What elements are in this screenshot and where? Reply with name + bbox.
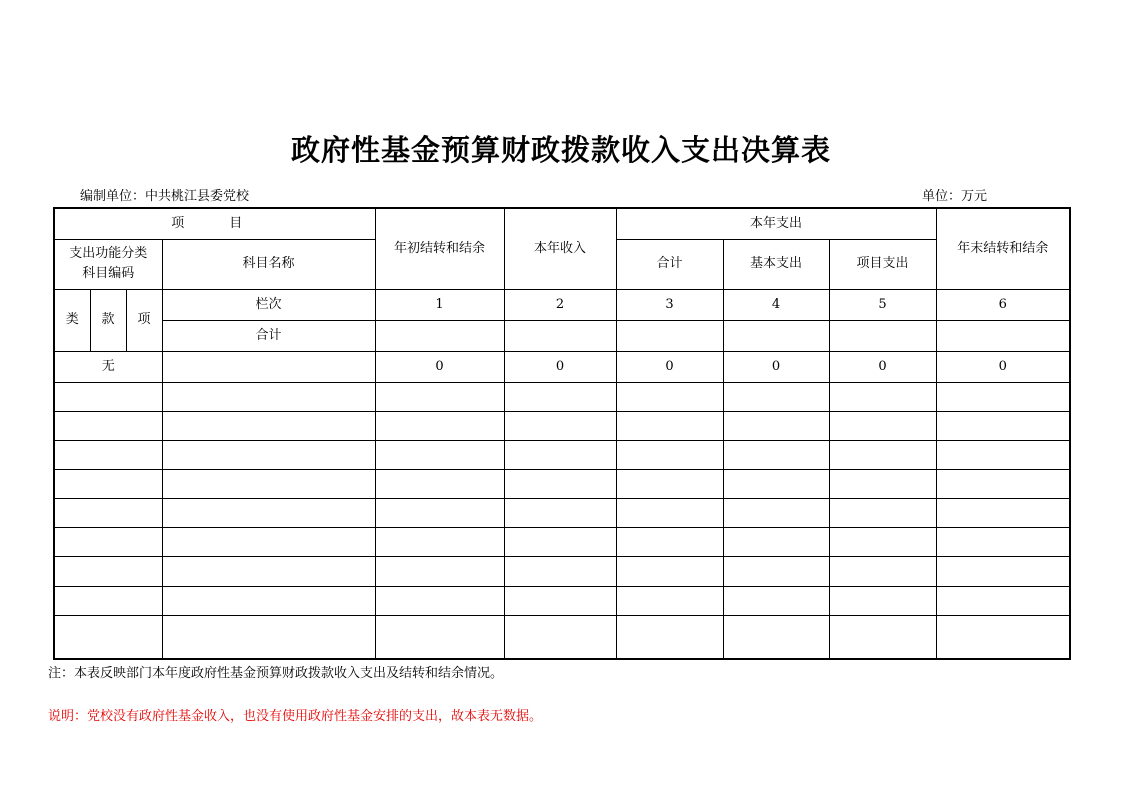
empty-row [54, 469, 1070, 498]
empty-row [54, 557, 1070, 586]
column-number: 5 [829, 289, 936, 320]
row-value: 0 [616, 351, 723, 382]
row-value: 0 [723, 351, 829, 382]
empty-row [54, 615, 1070, 659]
table-note: 注：本表反映部门本年度政府性基金预算财政拨款收入支出及结转和结余情况。 [48, 666, 504, 681]
header-lei: 类 [54, 289, 90, 351]
page-title: 政府性基金预算财政拨款收入支出决算表 [290, 133, 831, 167]
empty-row [54, 382, 1070, 411]
column-no-label: 栏次 [162, 289, 375, 320]
header-begin-balance: 年初结转和结余 [375, 208, 504, 289]
empty-row [54, 586, 1070, 615]
header-subject-name: 科目名称 [162, 239, 375, 289]
header-row-1 [54, 208, 1070, 239]
sum-label: 合计 [162, 320, 375, 351]
budget-table [53, 207, 1071, 660]
header-item: 项 目 [54, 208, 375, 239]
header-func-code: 支出功能分类科目编码 [54, 239, 162, 289]
table-row [54, 351, 1070, 382]
sum-row [54, 320, 1070, 351]
row-value: 0 [829, 351, 936, 382]
org-label: 编制单位：中共桃江县委党校 [80, 189, 250, 204]
empty-row [54, 528, 1070, 557]
explanation-text: 说明：党校没有政府性基金收入，也没有使用政府性基金安排的支出，故本表无数据。 [48, 709, 543, 724]
header-project: 项目支出 [829, 239, 936, 289]
empty-row [54, 499, 1070, 528]
empty-row [54, 411, 1070, 440]
column-number-row [54, 289, 1070, 320]
row-code: 无 [54, 351, 162, 382]
header-kuan: 款 [90, 289, 126, 351]
header-end-balance: 年末结转和结余 [936, 208, 1070, 289]
column-number: 1 [375, 289, 504, 320]
unit-label: 单位：万元 [922, 189, 988, 204]
header-income: 本年收入 [504, 208, 616, 289]
row-value: 0 [936, 351, 1070, 382]
empty-row [54, 440, 1070, 469]
column-number: 2 [504, 289, 616, 320]
header-basic: 基本支出 [723, 239, 829, 289]
row-value: 0 [504, 351, 616, 382]
column-number: 3 [616, 289, 723, 320]
column-number: 4 [723, 289, 829, 320]
header-expense-group: 本年支出 [616, 208, 936, 239]
column-number: 6 [936, 289, 1070, 320]
row-value: 0 [375, 351, 504, 382]
header-total: 合计 [616, 239, 723, 289]
header-xiang: 项 [126, 289, 162, 351]
row-name [162, 351, 375, 382]
